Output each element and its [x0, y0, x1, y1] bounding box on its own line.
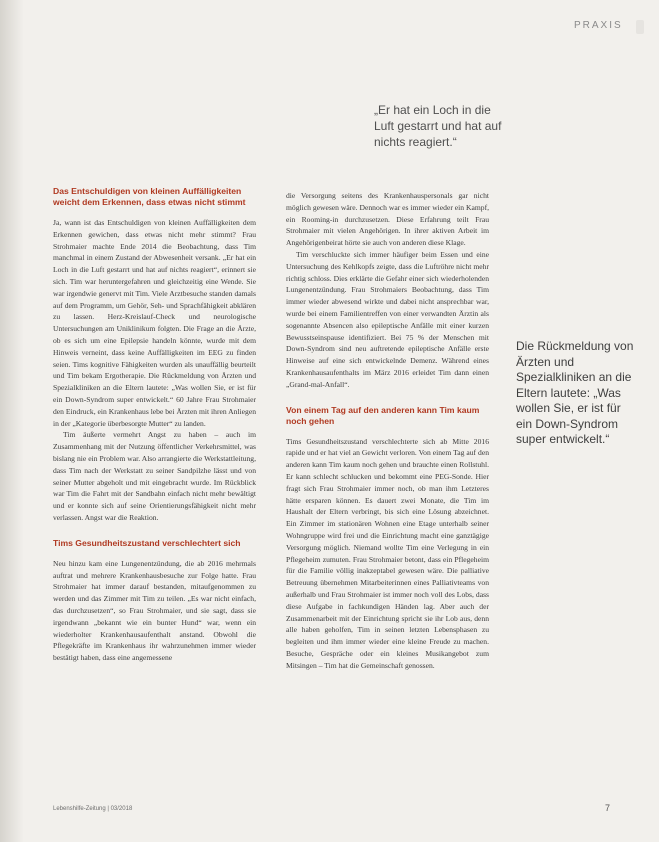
side-quote: Die Rückmeldung von Ärzten und Spezialkliniken an die Eltern lautete: „Was wollen Sie, er ist für ein Down-Syndrom super entwickelt.“ [516, 339, 634, 446]
left-paragraph-1: Ja, wann ist das Entschuldigen von kleinen Auffälligkeiten dem Erkennen gewichen, dass etwas nicht mehr stimmt? Frau Strohmaier machte Ende 2014 die Beobachtung, dass Tim manchmal in einem Zustand der Abwesenheit versank. „Er hat ein Loch in die Luft gestarrt und hat auf nichts reagiert“, erinnert sie sich. Tim war heruntergefahren und gleichzeitig eine Wende. Sie war irgendwie genervt mit Tim. Viele Arztbesuche standen damals auf dem Programm, um Gehör, Seh- und Sprachfähigkeit abklären zu lassen. Herz-Kreislauf-Check und neurologische Untersuchungen am Uniklinikum folgten. Die Frage an die Ärzte, ob es sich um eine Epilepsie handeln könnte, wurde mit dem Hinweis verneint, dass keine Auffälligkeiten im EEG zu finden seien. Tims kognitive Fähigkeiten wurden als unauffällig beurteilt und Tim bekam Ergotherapie. Die Rückmeldung von Ärzten und Spezialkliniken an die Eltern lautete: „Was wollen Sie, er ist für ein Down-Syndrom super entwickelt.“ 60 Jahre Frau Strohmaier den Eindruck, ein Krankenhaus lebe bei Ärzten mit ihren Anliegen in der „Kategorie überbesorgte Mutter“ zu landen. [53, 218, 256, 428]
right-paragraph-2: Tim verschluckte sich immer häufiger beim Essen und eine Untersuchung des Kehlkopfs zeigte, dass die Luftröhre nicht mehr richtig schloss. Dies erklärte die Gefahr einer sich wiederholenden Lungenentzündung. Frau Strohmaiers Beobachtung, dass Tim immer wieder abwesend wirkte und dabei nicht ansprechbar war, wurde bei einem Familientreffen von einer verwandten Ärztin als sogenannte Absencen also epileptische Anfälle mit einer kurzen Bewusstseinspause identifiziert. Bei 75 % der Menschen mit Down-Syndrom sind neu auftretende epileptische Anfälle erste Hinweise auf eine sich entwickelnde Demenz. Während eines Krankenhausaufenthalts im März 2016 erleidet Tim dann einen „Grand-mal-Anfall“. [286, 249, 489, 389]
page-gutter-shadow [0, 0, 24, 842]
right-column [286, 190, 489, 671]
left-heading-1: Das Entschuldigen von kleinen Auffälligkeiten weicht dem Erkennen, dass etwas nicht stimmt [53, 186, 246, 207]
section-tab-marker [636, 20, 644, 34]
right-paragraph-3: Tims Gesundheitszustand verschlechterte sich ab Mitte 2016 rapide und er hat viel an Gewicht verloren. Von einem Tag auf den anderen kann Tim kaum noch gehen und brauchte einen Rollstuhl. Er kann schlecht schlucken und bekommt eine PEG-Sonde. Hier fragt sich Frau Strohmaier immer noch, ob man ihm Letzteres hätte ersparen können. Es dauert zwei Monate, die Tim im Haushalt der Eltern verbringt, bis sich eine Lösung abzeichnet. Ein Zimmer im stationären Wohnen eine Etage unterhalb seiner Wohngruppe wird frei und die Einrichtung macht eine ganztägige Versorgung möglich. Niemand wollte Tim eine Verlegung in ein Pflegeheim zumuten. Frau Strohmaier betont, dass ein Pflegeheim für die Familie völlig inakzeptabel gewesen wäre. Die palliative Betreuung übernehmen Mitarbeiterinnen eines Palliativteams von außerhalb und Frau Strohmaier ist immer noch voll des Lobs, dass diese Aufgabe in fachkundigen Händen lag. Aber auch der Zusammenarbeit mit der Einrichtung spricht sie ihr Lob aus, denn alle haben geholfen, Tim in seinen letzten Lebensphasen zu begleiten und ihm immer wieder eine kleine Freude zu machen. Besuche, Gespräche oder ein kleines Musikangebot zum Mitsingen – Tim hat die Gemeinschaft genossen. [286, 436, 489, 670]
left-paragraph-2: Tim äußerte vermehrt Angst zu haben – auch im Zusammenhang mit der Nutzung öffentlicher Verkehrsmittel, was bislang nie ein Problem war. Also arrangierte die Werkstattleitung, dass Tim nach der Werkstatt zu seiner Sandpilzhe lässt und von seiner Mutter abgeholt und mit eingebracht wurde. Im Rückblick war Tim die Fahrt mit der Sandbahn einfach nicht mehr bewältigt und er konnte sich auf seine Orientierungsfähigkeit nicht mehr verlassen. Angst war die Reaktion. [53, 430, 256, 522]
page-number: 7 [605, 803, 611, 813]
left-column [53, 186, 256, 664]
right-heading: Von einem Tag auf den anderen kann Tim kaum noch gehen [286, 404, 480, 426]
left-heading-2: Tims Gesundheitszustand verschlechtert sich [53, 537, 241, 548]
section-label: PRAXIS [574, 20, 623, 31]
right-paragraph-1: die Versorgung seitens des Krankenhauspersonals gar nicht möglich gewesen wäre. Dennoch war es immer wieder ein Kampf, ein Rooming-in durchzusetzen. Diese Erfahrung teilt Frau Strohmaier mit vielen Angehörigen. In ihrer aktiven Arbeit im Angehörigenbeirat hörte sie auch von anderen diese Klage. [286, 191, 489, 248]
left-paragraph-3: Neu hinzu kam eine Lungenentzündung, die ab 2016 mehrmals auftrat und mehrere Krankenhausbesuche zur Folge hatte. Frau Strohmaier hat immer darauf bestanden, mitaufgenommen zu werden und das Zimmer mit Tim zu teilen. „Es war nicht einfach, das durchzusetzen“, so Frau Strohmaier, und sie sagt, dass sie irgendwann „bekannt wie ein bunter Hund“ war, wenn ein wiederholter Krankenhausaufenthalt anstand. Obwohl die Pflegekräfte im Krankenhaus ihr wahrzunehmen immer wieder bestätigt haben, dass eine angemessene [53, 558, 256, 663]
pull-quote: „Er hat ein Loch in die Luft gestarrt und hat auf nichts reagiert.“ [374, 103, 502, 149]
footer-publication: Lebenshilfe-Zeitung | 03/2018 [53, 806, 133, 812]
